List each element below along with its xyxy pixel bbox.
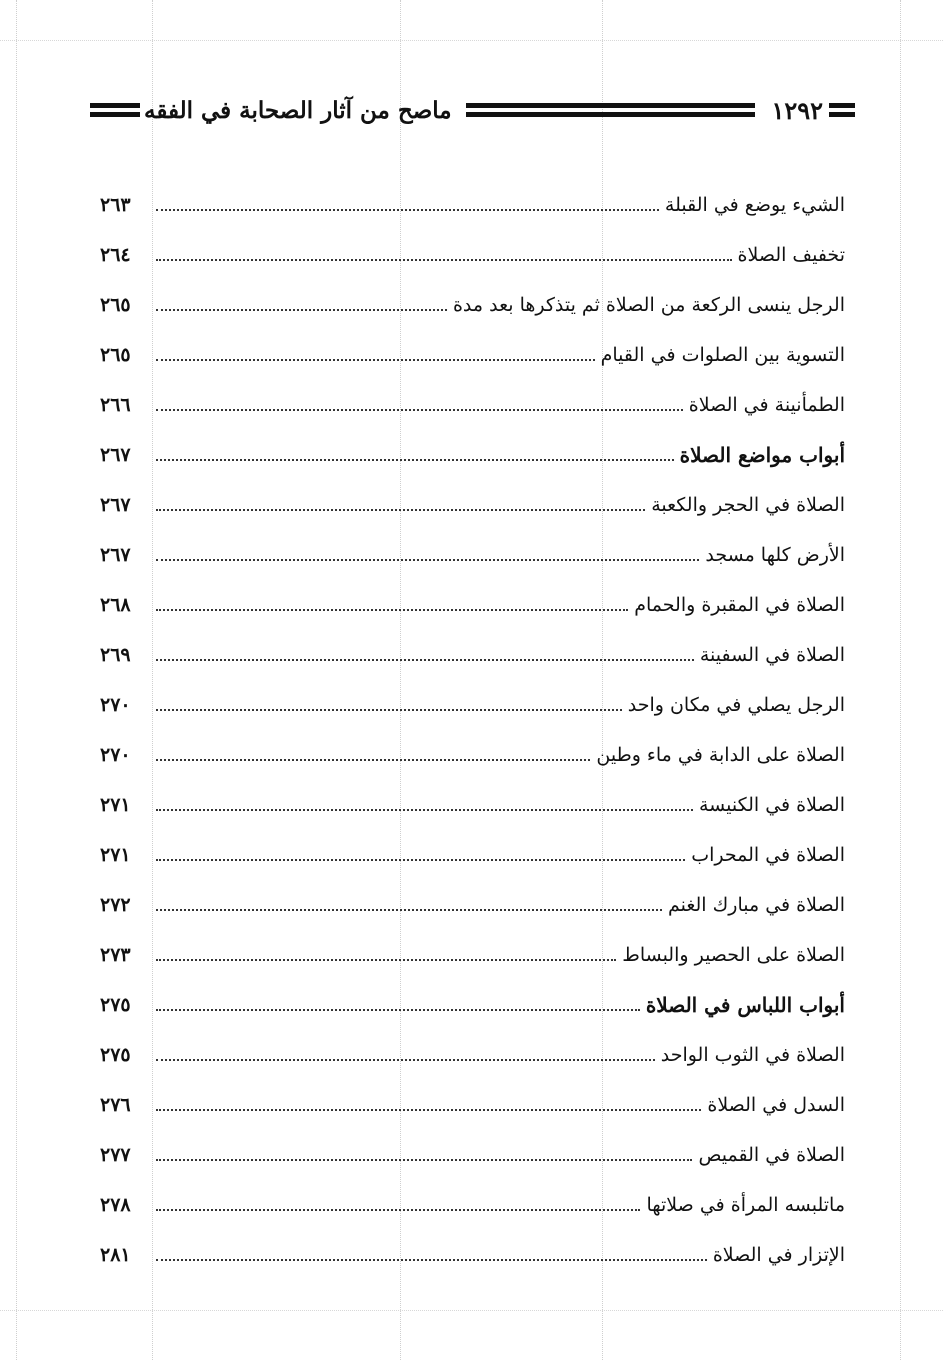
toc-entry-page: ٢٧٧ [100,1144,131,1166]
toc-entry-page: ٢٧٣ [100,944,131,966]
header-rule-right [829,103,855,117]
toc-entry-page: ٢٦٧ [100,544,131,566]
dot-leader [156,659,694,661]
toc-entry-page: ٢٧١ [100,794,131,816]
toc-entry [100,1230,845,1280]
toc-entry [100,480,845,530]
toc-entry [100,630,845,680]
toc-entry-page: ٢٦٦ [100,394,131,416]
dot-leader [156,259,732,261]
header-rule-middle [466,103,756,117]
dot-leader [156,309,447,311]
page-number: ١٢٩٢ [771,95,823,125]
toc-entry-title: الصلاة في الثوب الواحد [660,1044,845,1066]
dot-leader [156,859,685,861]
toc-entry-title: أبواب مواضع الصلاة [679,443,845,467]
toc-entry-page: ٢٦٨ [100,594,131,616]
dot-leader [156,1009,640,1011]
dot-leader [156,1109,701,1111]
toc-entry [100,930,845,980]
toc-entry-page: ٢٦٩ [100,644,131,666]
toc-entry-page: ٢٦٥ [100,294,131,316]
toc-entry-page: ٢٧٥ [100,994,131,1016]
toc-entry-title: الصلاة في الحجر والكعبة [651,494,845,516]
running-title: ماصح من آثار الصحابة في الفقه [144,96,452,124]
toc-entry-title: الصلاة في السفينة [699,644,845,666]
toc-entry-title: الرجل ينسى الركعة من الصلاة ثم يتذكرها بعد مدة [452,294,845,316]
toc-entry-title: التسوية بين الصلوات في القيام [600,344,845,366]
dot-leader [156,759,590,761]
page-header [90,90,855,130]
toc-entry-page: ٢٦٧ [100,494,131,516]
dot-leader [156,359,595,361]
dot-leader [156,409,683,411]
toc-entry [100,1080,845,1130]
toc-entry [100,280,845,330]
dot-leader [156,1059,655,1061]
dot-leader [156,509,645,511]
toc-entry-page: ٢٧٠ [100,744,131,766]
dot-leader [156,909,662,911]
toc-entry-page: ٢٦٣ [100,194,131,216]
scan-grid-line [16,0,17,1360]
toc-entry-title: الصلاة في المقبرة والحمام [634,594,845,616]
toc-entry-title: الرجل يصلي في مكان واحد [627,694,845,716]
toc-entry-page: ٢٧٢ [100,894,131,916]
toc-entry-title: تخفيف الصلاة [737,244,845,266]
toc-entry-page: ٢٧٨ [100,1194,131,1216]
toc-entry [100,330,845,380]
toc-entry-page: ٢٧١ [100,844,131,866]
toc-entry [100,380,845,430]
toc-entry-title: الإتزار في الصلاة [712,1244,845,1266]
scan-grid-line [0,40,943,41]
toc-entry-page: ٢٦٥ [100,344,131,366]
toc-entry-title: الصلاة في مبارك الغنم [667,894,845,916]
toc-entry [100,780,845,830]
toc-entry-page: ٢٧٠ [100,694,131,716]
toc-entry-title: الصلاة في القميص [698,1144,845,1166]
table-of-contents [100,180,845,1280]
toc-entry [100,180,845,230]
toc-entry-page: ٢٦٤ [100,244,131,266]
toc-entry [100,730,845,780]
dot-leader [156,559,699,561]
toc-entry-title: السدل في الصلاة [707,1094,845,1116]
dot-leader [156,809,693,811]
dot-leader [156,609,628,611]
dot-leader [156,959,616,961]
toc-entry-page: ٢٧٦ [100,1094,131,1116]
scan-grid-line [900,0,901,1360]
toc-entry-title: الصلاة على الدابة في ماء وطين [596,744,845,766]
toc-entry [100,530,845,580]
toc-entry-title: ماتلبسه المرأة في صلاتها [646,1194,845,1216]
toc-entry-title: الطمأنينة في الصلاة [688,394,845,416]
toc-entry-title: الصلاة في المحراب [691,844,845,866]
toc-entry-title: الصلاة في الكنيسة [699,794,845,816]
toc-entry-title: أبواب اللباس في الصلاة [645,993,845,1017]
toc-entry-page: ٢٨١ [100,1244,131,1266]
toc-entry [100,830,845,880]
dot-leader [156,1159,692,1161]
toc-entry [100,580,845,630]
toc-entry-page: ٢٦٧ [100,444,131,466]
toc-entry [100,1130,845,1180]
toc-entry [100,680,845,730]
dot-leader [156,209,659,211]
header-rule-left [90,103,140,117]
toc-entry-page: ٢٧٥ [100,1044,131,1066]
dot-leader [156,1209,640,1211]
toc-entry-title: الأرض كلها مسجد [705,544,845,566]
toc-entry-title: الصلاة على الحصير والبساط [622,944,845,966]
toc-entry [100,1180,845,1230]
toc-entry [100,1030,845,1080]
toc-entry-title: الشيء يوضع في القبلة [664,194,845,216]
toc-entry [100,230,845,280]
scan-grid-line [0,1310,943,1311]
dot-leader [156,1259,707,1261]
dot-leader [156,709,622,711]
dot-leader [156,459,674,461]
toc-section-heading [100,980,845,1030]
toc-entry [100,880,845,930]
toc-section-heading [100,430,845,480]
